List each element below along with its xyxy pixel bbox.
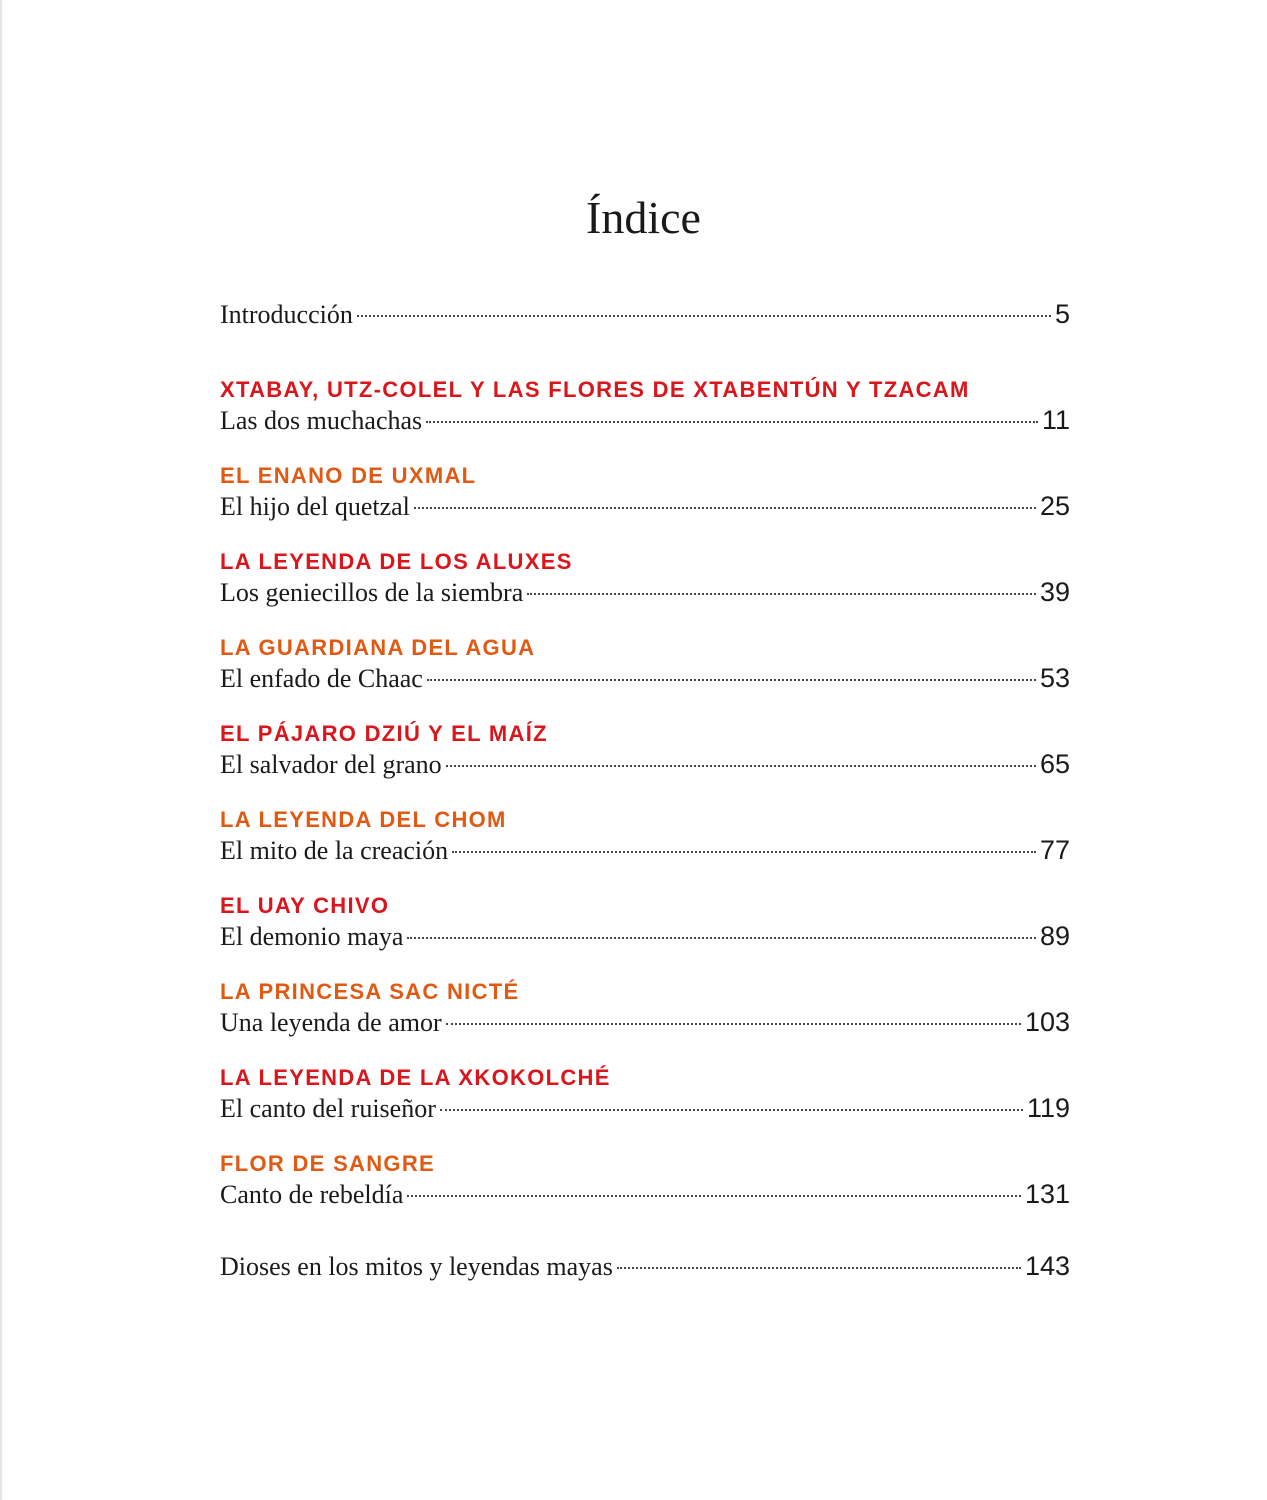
toc-entry[interactable]: [220, 1006, 1070, 1039]
toc-entry-label: Los geniecillos de la siembra: [220, 578, 524, 607]
toc-entry-appendix[interactable]: [220, 1250, 1070, 1283]
dot-leader: [446, 765, 1036, 767]
toc-entry-label: El hijo del quetzal: [220, 492, 410, 521]
toc-entry[interactable]: [220, 920, 1070, 953]
dot-leader: [426, 421, 1038, 423]
toc-page-number: 65: [1039, 749, 1070, 779]
toc-entry-label: Dioses en los mitos y leyendas mayas: [220, 1252, 613, 1281]
toc-entry[interactable]: [220, 1092, 1070, 1125]
toc-page-number: 25: [1039, 491, 1070, 521]
toc-entry-label: El salvador del grano: [220, 750, 442, 779]
toc-page-number: 131: [1024, 1179, 1070, 1209]
section-heading: LA LEYENDA DE LA XKOKOLCHÉ: [220, 1065, 611, 1090]
dot-leader: [440, 1109, 1023, 1111]
dot-leader: [407, 1195, 1021, 1197]
toc-entry-label: Introducción: [220, 300, 353, 329]
toc-page-number: 5: [1054, 299, 1070, 329]
dot-leader: [427, 679, 1036, 681]
section-heading: LA LEYENDA DEL CHOM: [220, 807, 507, 832]
dot-leader: [357, 315, 1051, 317]
section-heading: LA LEYENDA DE LOS ALUXES: [220, 549, 573, 574]
toc-entry-introduction[interactable]: [220, 298, 1070, 331]
toc-page-number: 39: [1039, 577, 1070, 607]
toc-entry-label: El enfado de Chaac: [220, 664, 423, 693]
section-heading: EL ENANO DE UXMAL: [220, 463, 477, 488]
toc-entry-label: El mito de la creación: [220, 836, 449, 865]
dot-leader: [414, 507, 1036, 509]
toc-entry[interactable]: [220, 490, 1070, 523]
section-heading: LA PRINCESA SAC NICTÉ: [220, 979, 520, 1004]
toc-entry[interactable]: [220, 1178, 1070, 1211]
toc-entry[interactable]: [220, 404, 1070, 437]
toc-page-number: 11: [1041, 405, 1070, 435]
toc-entry-label: Las dos muchachas: [220, 406, 423, 435]
section-heading: LA GUARDIANA DEL AGUA: [220, 635, 536, 660]
section-heading: EL UAY CHIVO: [220, 893, 390, 918]
section-heading: EL PÁJARO DZIÚ Y EL MAÍZ: [220, 721, 548, 746]
dot-leader: [452, 851, 1036, 853]
section-heading: XTABAY, UTZ-COLEL Y LAS FLORES DE XTABENTÚN Y TZACAM: [220, 377, 970, 402]
toc-page-number: 77: [1039, 835, 1070, 865]
toc-entry[interactable]: [220, 576, 1070, 609]
page-title: Índice: [586, 192, 701, 243]
toc-entry-label: El canto del ruiseñor: [220, 1094, 436, 1123]
dot-leader: [407, 937, 1036, 939]
dot-leader: [527, 593, 1036, 595]
toc-page-number: 103: [1024, 1007, 1070, 1037]
toc-entry[interactable]: [220, 834, 1070, 867]
toc-entry-label: Canto de rebeldía: [220, 1180, 404, 1209]
section-heading: FLOR DE SANGRE: [220, 1151, 435, 1176]
dot-leader: [617, 1267, 1021, 1269]
dot-leader: [446, 1023, 1021, 1025]
toc-entry-label: El demonio maya: [220, 922, 404, 951]
toc-entry-label: Una leyenda de amor: [220, 1008, 442, 1037]
toc-page-number: 119: [1026, 1093, 1070, 1123]
toc-page-number: 53: [1039, 663, 1070, 693]
toc-entry[interactable]: [220, 662, 1070, 695]
toc-page-number: 89: [1039, 921, 1070, 951]
toc-entry[interactable]: [220, 748, 1070, 781]
toc-page-number: 143: [1024, 1251, 1070, 1281]
